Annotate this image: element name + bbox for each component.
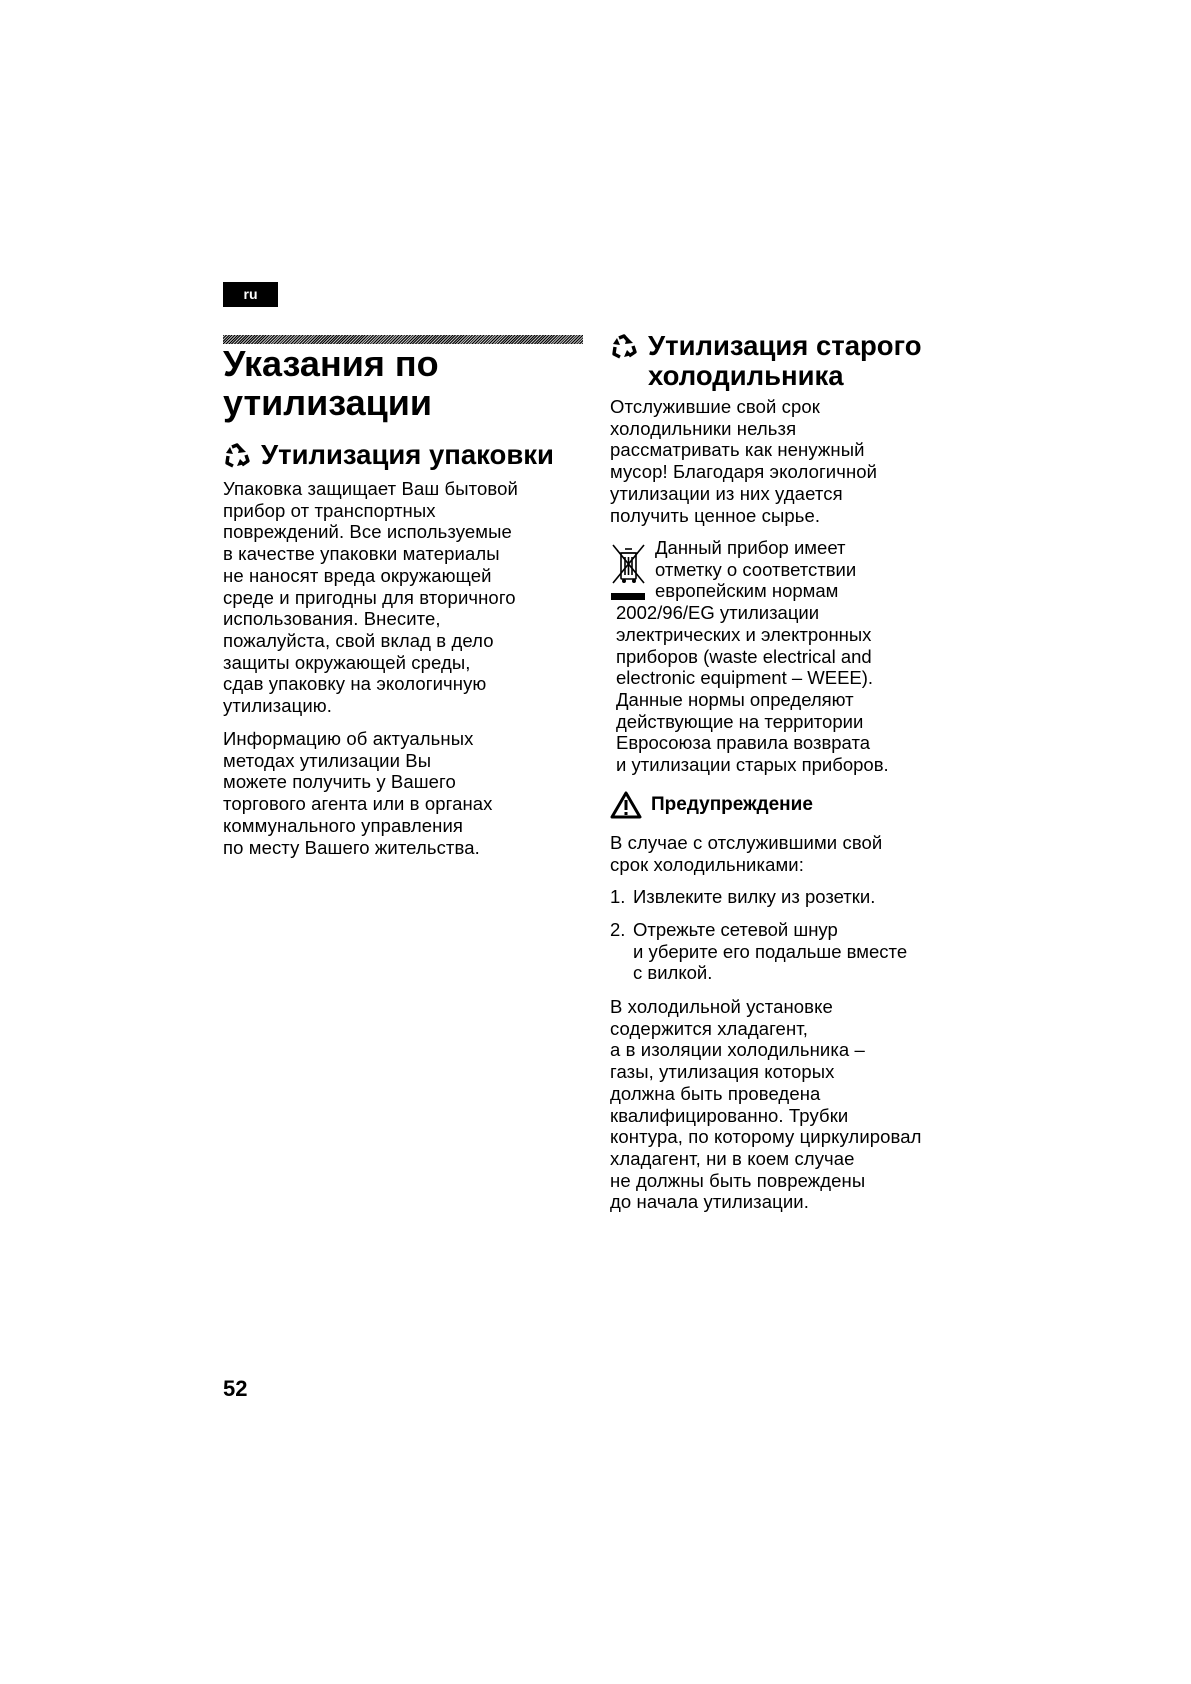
list-item (610, 886, 1010, 908)
weee-line: электрических и электронных (616, 623, 872, 645)
section-title-packaging (223, 440, 603, 470)
warning-triangle-icon (610, 791, 642, 819)
packaging-paragraph-1: Упаковка защищает Ваш бытовой прибор от транспортных повреждений. Все используемые в качестве упаковки материалы не наносят вреда окружающей среде и пригодны для вторичного использования. Внесите, пожалуйста, свой вклад в дело защиты окружающей среды, сдав упаковку на экологичную утилизацию. (223, 478, 518, 717)
language-badge: ru (223, 282, 278, 307)
weee-line: приборов (waste electrical and (616, 645, 872, 667)
list-item (610, 919, 1010, 984)
warning-paragraph: В случае с отслужившими свой срок холодильниками: (610, 832, 883, 875)
packaging-paragraph-2: Информацию об актуальных методах утилизации Вы можете получить у Вашего торгового агента или в органах коммунального управления по месту Вашего жительства. (223, 728, 493, 858)
weee-line: отметку о соответствии (655, 558, 857, 580)
weee-line: европейским нормам (655, 580, 839, 602)
weee-line: Данные нормы определяют (616, 688, 854, 710)
weee-line: 2002/96/EG утилизации (616, 602, 820, 624)
list-number: 1. (610, 886, 626, 907)
old-fridge-paragraph-1: Отслужившие свой срок холодильники нельзя рассматривать как ненужный мусор! Благодаря экологичной утилизации из них удается получить ценное сырье. (610, 396, 878, 526)
section-title-text: Утилизация упаковки (261, 439, 554, 470)
weee-line: Данный прибор имеет (655, 537, 846, 558)
warning-title: Предупреждение (651, 794, 813, 815)
weee-text (616, 537, 976, 776)
weee-line: electronic equipment – WEEE). (616, 667, 874, 689)
recycle-icon (223, 442, 251, 470)
section-title-text: Утилизация старого холодильника (648, 330, 922, 391)
refrigerant-paragraph: В холодильной установке содержится хладагент, а в изоляции холодильника – газы, утилизация которых должна быть проведена квалифицированно. Трубки контура, по которому циркулировал хладагент, ни в коем случае не должны быть повреждены до начала утилизации. (610, 996, 922, 1213)
section-title-old-fridge (610, 331, 1010, 391)
warning-heading (610, 791, 813, 819)
recycle-icon (610, 333, 638, 361)
weee-line: действующие на территории (616, 710, 864, 732)
list-number: 2. (610, 919, 626, 940)
weee-line: Евросоюза правила возврата (616, 732, 870, 754)
list-text: Отрежьте сетевой шнур и уберите его подальше вместе с вилкой. (633, 919, 908, 984)
weee-line: и утилизации старых приборов. (616, 754, 889, 776)
page-number: 52 (223, 1376, 248, 1401)
page-title: Указания по утилизации (223, 343, 439, 423)
list-text: Извлеките вилку из розетки. (633, 886, 876, 907)
